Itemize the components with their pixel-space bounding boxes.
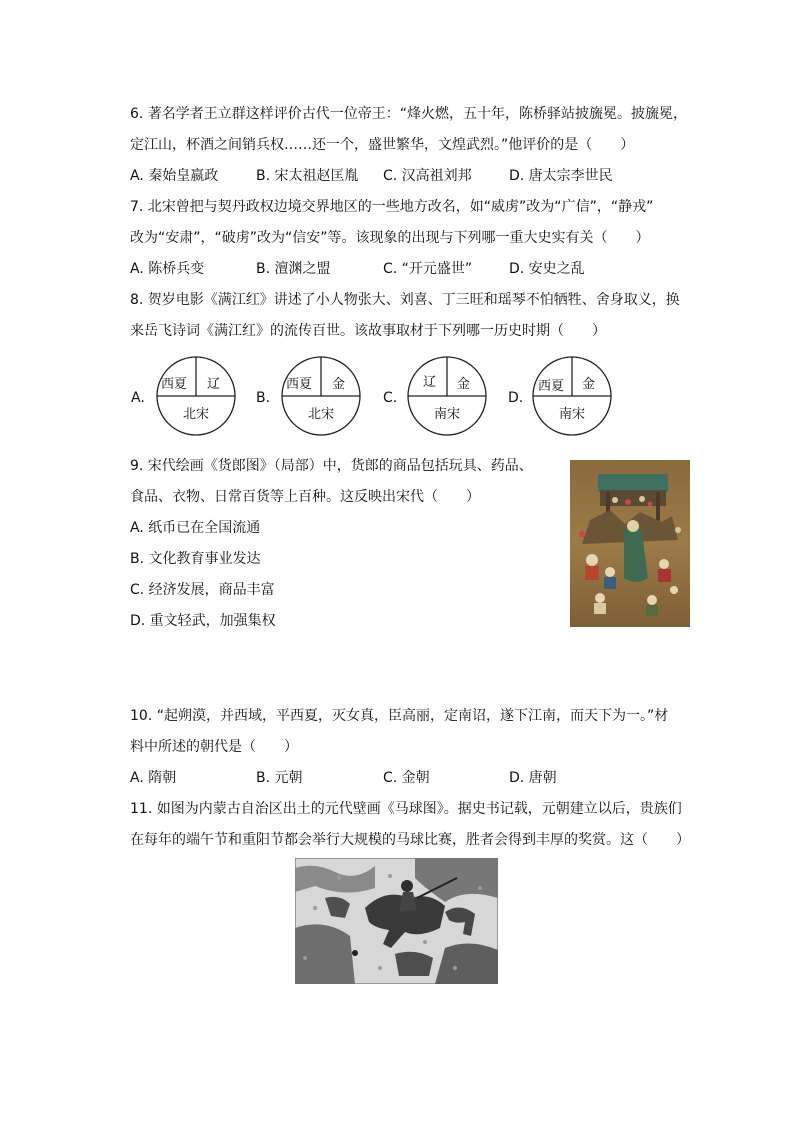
q8-option-a-diagram bbox=[156, 356, 236, 436]
q8-option-d-top-right: 金 bbox=[582, 377, 596, 392]
q7-stem-line2: 改为“安肃”，“破虏”改为“信安”等。该现象的出现与下列哪一重大史实有关（ ） bbox=[130, 230, 650, 246]
q8-option-a-bottom: 北宋 bbox=[183, 407, 210, 422]
q6-option-c: C. 汉高祖刘邦 bbox=[383, 168, 472, 184]
q8-option-c-letter: C. bbox=[383, 390, 398, 406]
q8-option-c-top-left: 辽 bbox=[423, 375, 437, 390]
polo-mural-image bbox=[295, 858, 498, 984]
q10-option-c: C. 金朝 bbox=[383, 770, 430, 786]
q8-option-d-bottom: 南宋 bbox=[559, 407, 586, 422]
q6-option-b: B. 宋太祖赵匡胤 bbox=[256, 168, 359, 184]
q11-stem-line2: 在每年的端午节和重阳节都会举行大规模的马球比赛，胜者会得到丰厚的奖赏。这（ ） bbox=[130, 832, 690, 848]
q7-stem-line1: 7. 北宋曾把与契丹政权边境交界地区的一些地方改名，如“威虏”改为“广信”，“静戎” bbox=[130, 199, 654, 215]
q6-option-d: D. 唐太宗李世民 bbox=[509, 168, 613, 184]
q9-stem-line2: 食品、衣物、日常百货等上百种。这反映出宋代（ ） bbox=[130, 489, 480, 505]
q8-option-b-diagram bbox=[281, 356, 361, 436]
q8-option-c-top-right: 金 bbox=[457, 377, 471, 392]
q10-option-b: B. 元朝 bbox=[256, 770, 303, 786]
q8-option-b-top-left: 西夏 bbox=[286, 377, 313, 392]
q6-stem-line1: 6. 著名学者王立群这样评价古代一位帝王：“烽火燃，五十年，陈桥驿站披旒冕。披旒冕， bbox=[130, 106, 688, 122]
q8-option-b-letter: B. bbox=[256, 390, 271, 406]
huolang-painting-image bbox=[570, 460, 690, 627]
q8-option-d-letter: D. bbox=[508, 390, 524, 406]
q8-option-d-diagram bbox=[532, 356, 612, 436]
q7-option-b: B. 澶渊之盟 bbox=[256, 261, 331, 277]
q10-stem-line1: 10. “起朔漠，并西域，平西夏，灭女真，臣高丽，定南诏，遂下江南，而天下为一。”材 bbox=[130, 708, 669, 724]
q7-option-d: D. 安史之乱 bbox=[509, 261, 585, 277]
q9-option-c: C. 经济发展，商品丰富 bbox=[130, 582, 275, 598]
q8-option-d-top-left: 西夏 bbox=[538, 379, 565, 394]
q6-stem-line2: 定江山，杯酒之间销兵权……还一个，盛世繁华，文煌武烈。”他评价的是（ ） bbox=[130, 137, 635, 153]
q8-option-a-top-left: 西夏 bbox=[161, 377, 188, 392]
q6-option-a: A. 秦始皇嬴政 bbox=[130, 168, 219, 184]
q8-option-b-bottom: 北宋 bbox=[308, 407, 335, 422]
q8-option-c-diagram bbox=[407, 356, 487, 436]
q9-option-b: B. 文化教育事业发达 bbox=[130, 551, 261, 567]
q10-option-a: A. 隋朝 bbox=[130, 770, 177, 786]
q9-option-a: A. 纸币已在全国流通 bbox=[130, 520, 261, 536]
q8-option-c-bottom: 南宋 bbox=[434, 407, 461, 422]
q9-stem-line1: 9. 宋代绘画《货郎图》（局部）中，货郎的商品包括玩具、药品、 bbox=[130, 458, 533, 474]
q10-stem-line2: 料中所述的朝代是（ ） bbox=[130, 739, 298, 755]
q10-option-d: D. 唐朝 bbox=[509, 770, 557, 786]
q9-option-d: D. 重文轻武，加强集权 bbox=[130, 613, 276, 629]
q8-option-a-top-right: 辽 bbox=[207, 377, 221, 392]
q7-option-c: C. “开元盛世” bbox=[383, 261, 473, 277]
q7-option-a: A. 陈桥兵变 bbox=[130, 261, 205, 277]
q8-stem-line1: 8. 贺岁电影《满江红》讲述了小人物张大、刘喜、丁三旺和瑶琴不怕牺牲、舍身取义，换 bbox=[130, 292, 680, 308]
q11-stem-line1: 11. 如图为内蒙古自治区出土的元代壁画《马球图》。据史书记载，元朝建立以后，贵族们 bbox=[130, 801, 682, 817]
q8-option-b-top-right: 金 bbox=[332, 377, 346, 392]
q8-option-a-letter: A. bbox=[131, 390, 145, 406]
q8-stem-line2: 来岳飞诗词《满江红》的流传百世。该故事取材于下列哪一历史时期（ ） bbox=[130, 323, 606, 339]
